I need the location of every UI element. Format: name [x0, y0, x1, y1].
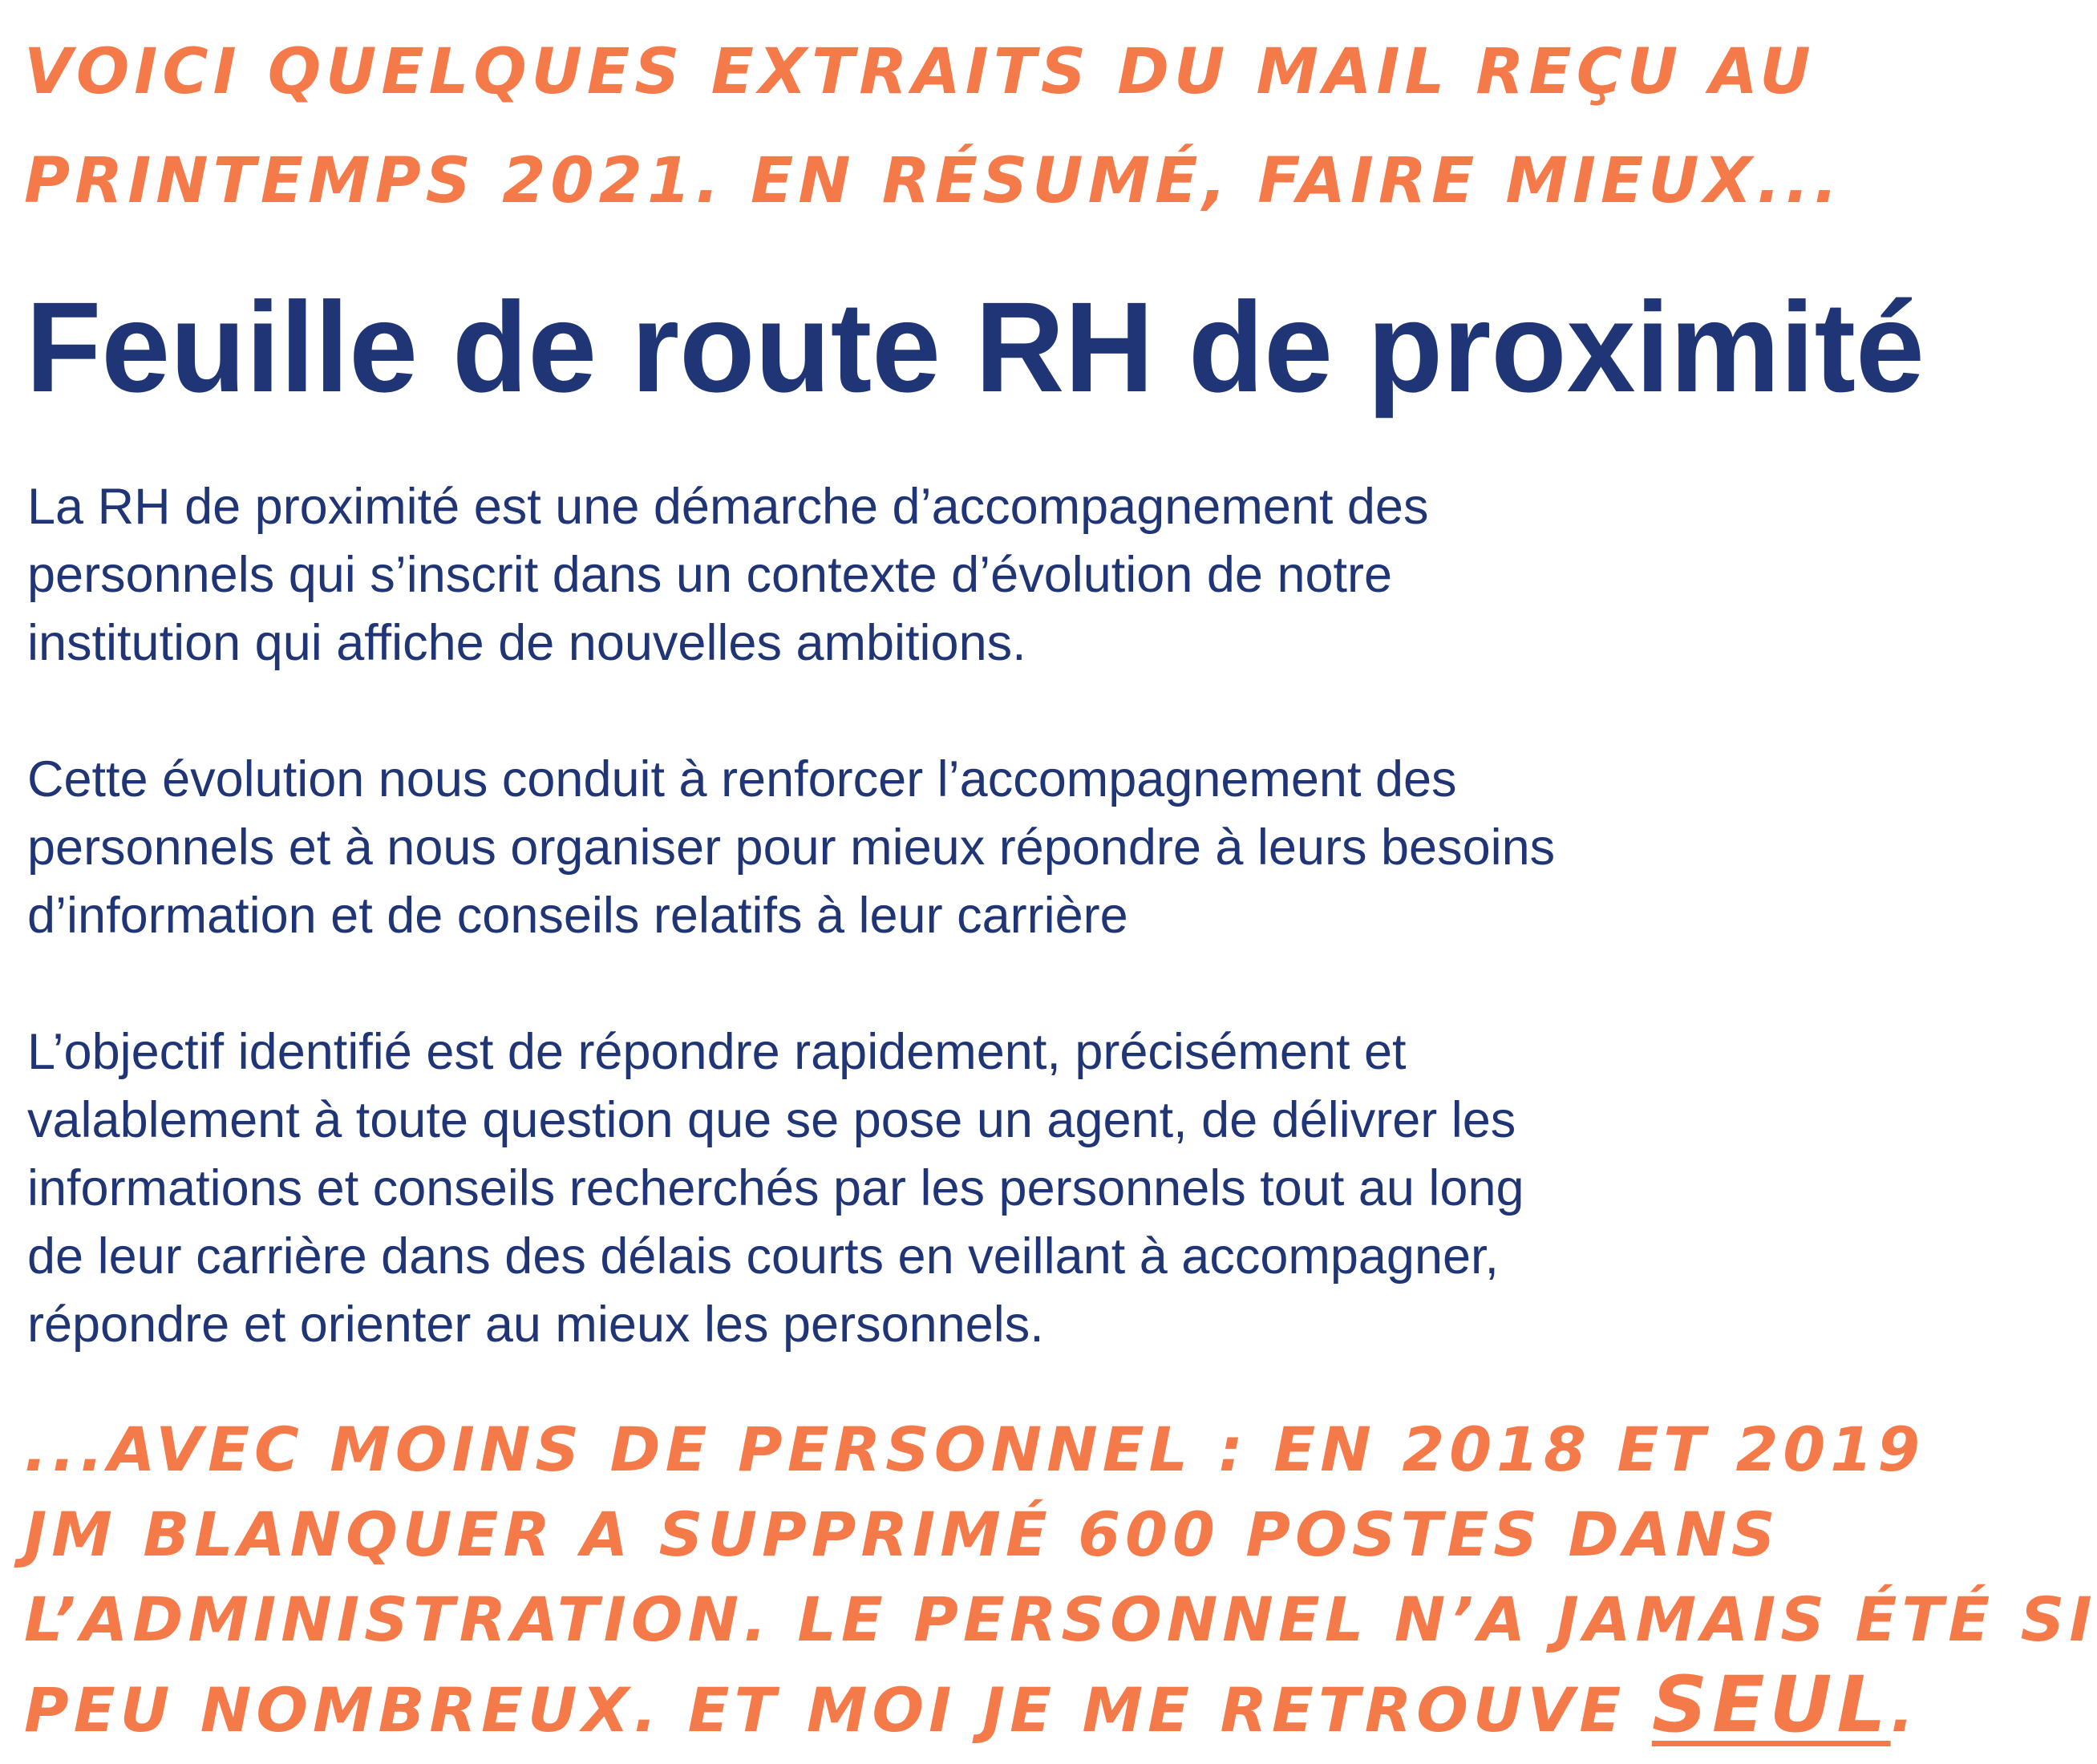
handwritten-note-top	[24, 18, 1843, 236]
handwritten-note-bottom	[24, 1407, 2097, 1753]
note-bottom-line-3: L’ADMINISTRATION. LE PERSONNEL N’A JAMAIS ÉTÉ SI	[24, 1584, 2097, 1655]
note-bottom-line-4-text: PEU NOMBREUX. ET MOI JE ME RETROUVE	[24, 1674, 1626, 1746]
note-bottom-line-4	[24, 1660, 1919, 1753]
note-top-line-2: PRINTEMPS 2021. EN RÉSUMÉ, FAIRE MIEUX...	[24, 145, 1843, 217]
paragraph-1: La RH de proximité est une démarche d’accompagnement des personnels qui s’inscrit dans un contexte d’évolution de notre institution qui affiche de nouvelles ambitions.	[27, 479, 1429, 671]
emphasis-word: SEUL	[1651, 1660, 1891, 1750]
paragraph-2: Cette évolution nous conduit à renforcer l’accompagnement des personnels et à nous organiser pour mieux répondre à leurs besoins d’information et de conseils relatifs à leur carrière	[27, 751, 1556, 944]
note-top-line-1: VOICI QUELQUES EXTRAITS DU MAIL REÇU AU	[24, 36, 1816, 108]
paragraph-3: L’objectif identifié est de répondre rapidement, précisément et valablement à toute question que se pose un agent, de délivrer les informations et conseils recherchés par les personnels tout au long de leur carrière dans des délais courts en veillant à accompagner, répondre et orienter au mieux les personnels.	[27, 1024, 1524, 1353]
note-bottom-end-mark: .	[1890, 1674, 1919, 1746]
note-bottom-line-1: ...AVEC MOINS DE PERSONNEL : EN 2018 ET 2019	[24, 1414, 1925, 1485]
document-body	[27, 473, 1751, 1427]
document-title: Feuille de route RH de proximité	[26, 275, 1925, 419]
note-bottom-line-2: JM BLANQUER A SUPPRIMÉ 600 POSTES DANS	[24, 1499, 1780, 1570]
